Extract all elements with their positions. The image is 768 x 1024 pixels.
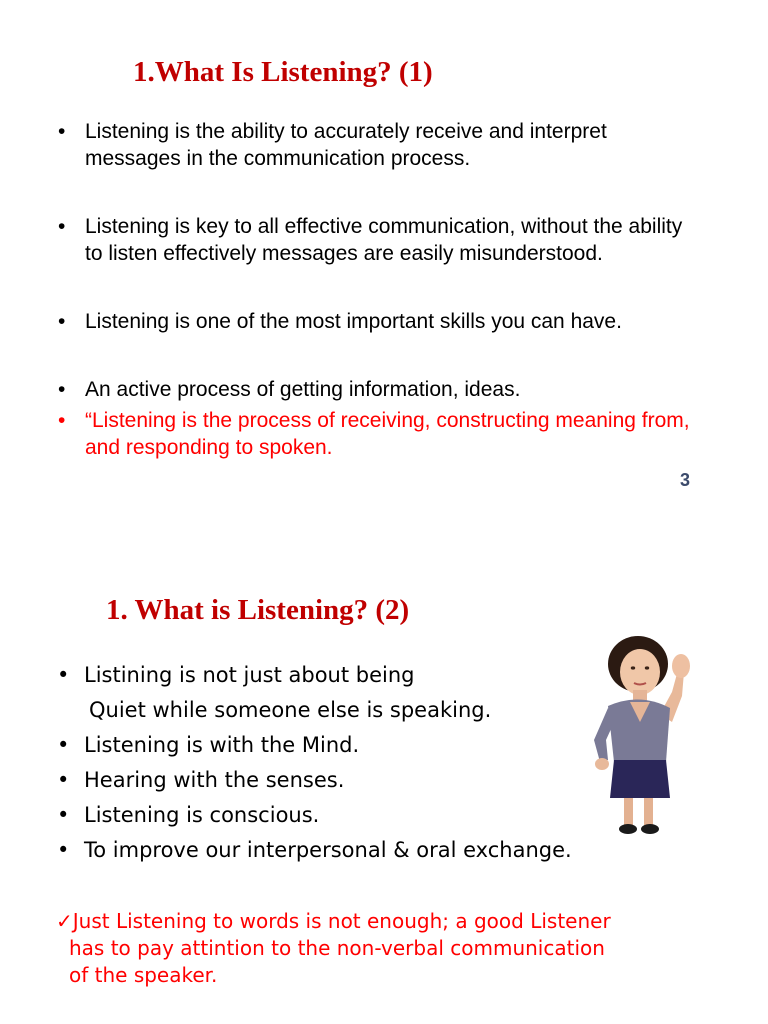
list-item-text: Listening is conscious. bbox=[84, 803, 320, 827]
checkmark-icon: ✓ bbox=[56, 909, 73, 933]
slide-1-bullet-list bbox=[58, 118, 698, 461]
list-item-text: Listening is the ability to accurately receive and interpret messages in the communication process. bbox=[85, 120, 607, 170]
page-number: 3 bbox=[680, 470, 691, 490]
tip-text-line-2: has to pay attintion to the non-verbal communication bbox=[69, 936, 605, 960]
tip-text-line-3: of the speaker. bbox=[69, 963, 218, 987]
bullet-icon: • bbox=[58, 120, 66, 143]
bullet-icon: • bbox=[57, 663, 70, 687]
list-item bbox=[58, 213, 698, 267]
list-item bbox=[58, 118, 698, 172]
list-item bbox=[57, 763, 577, 798]
bullet-icon: • bbox=[58, 409, 66, 432]
slide-2 bbox=[0, 560, 768, 1024]
list-item bbox=[58, 308, 698, 335]
list-item-text: “Listening is the process of receiving, constructing meaning from, and responding to spoken. bbox=[85, 409, 690, 459]
list-item bbox=[57, 728, 577, 763]
list-item-continuation: Quiet while someone else is speaking. bbox=[89, 698, 492, 722]
bullet-icon: • bbox=[57, 733, 70, 757]
bullet-icon: • bbox=[57, 803, 70, 827]
tip-text-line-1: Just Listening to words is not enough; a good Listener bbox=[72, 909, 611, 933]
slide-1-title: 1.What Is Listening? (1) bbox=[133, 56, 433, 88]
bullet-icon: • bbox=[57, 838, 70, 862]
list-item-text: To improve our interpersonal & oral exchange. bbox=[84, 838, 572, 862]
list-item bbox=[57, 658, 577, 728]
list-item-text: An active process of getting information, ideas. bbox=[85, 378, 521, 401]
list-item-text: Listining is not just about being bbox=[84, 663, 415, 687]
definition-quote-item bbox=[58, 407, 698, 461]
bullet-icon: • bbox=[58, 310, 66, 333]
list-item bbox=[57, 833, 577, 868]
bullet-icon: • bbox=[58, 378, 66, 401]
list-item bbox=[58, 376, 698, 403]
list-item-text: Hearing with the senses. bbox=[84, 768, 345, 792]
bullet-icon: • bbox=[57, 768, 70, 792]
slide-2-title: 1. What is Listening? (2) bbox=[106, 594, 410, 626]
woman-listening-illustration bbox=[560, 622, 710, 837]
list-item-text: Listening is one of the most important skills you can have. bbox=[85, 310, 622, 333]
slide-2-bullet-list bbox=[57, 658, 577, 868]
list-item-text: Listening is key to all effective communication, without the ability to listen effectively messages are easily misunderstood. bbox=[85, 215, 683, 265]
key-takeaway-note bbox=[56, 908, 736, 989]
list-item-text: Listening is with the Mind. bbox=[84, 733, 360, 757]
list-item bbox=[57, 798, 577, 833]
bullet-icon: • bbox=[58, 215, 66, 238]
